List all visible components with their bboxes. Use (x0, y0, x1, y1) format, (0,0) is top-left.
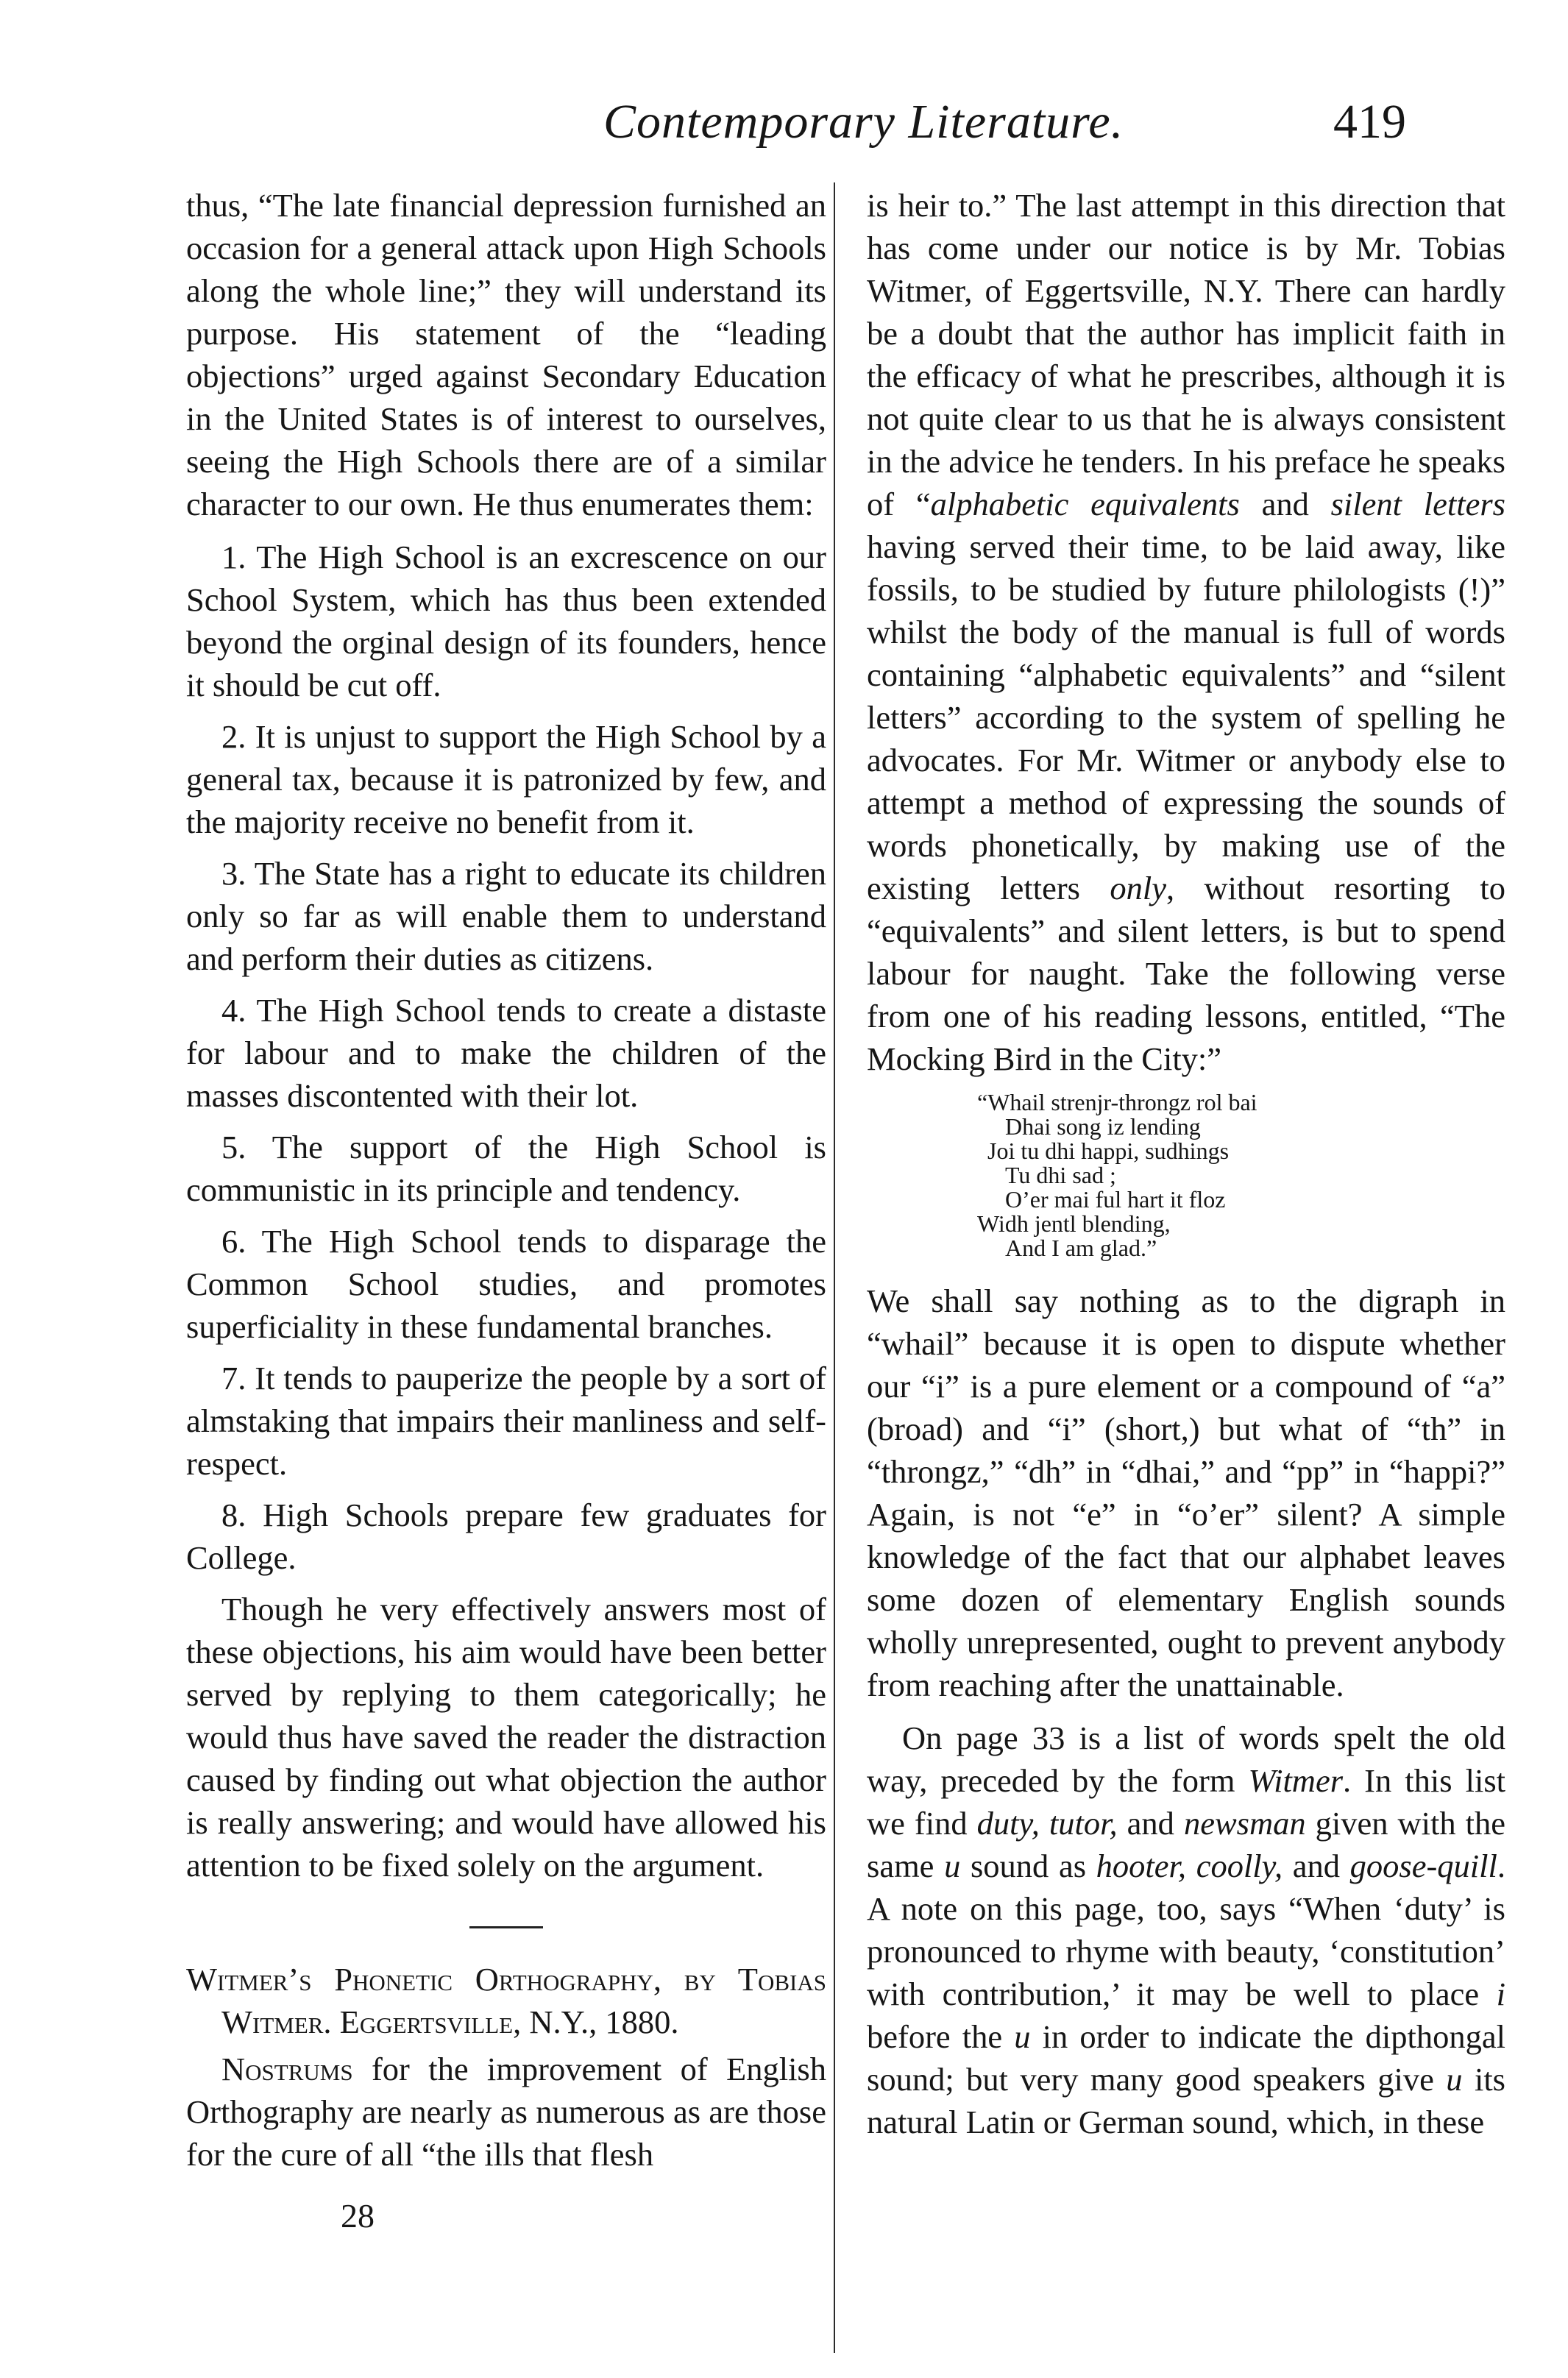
objection-item: 1. The High School is an excrescence on our School System, which has thus been extended beyond the orginal design of its founders, hence it should be cut off. (186, 539, 826, 703)
objection-item: 7. It tends to pauperize the people by a sort of almstaking that impairs their manliness and self-respect. (186, 1360, 826, 1482)
closing-paragraph: Though he very effectively answers most of these objections, his aim would have been better served by replying to them categorically; he would thus have saved the reader the distraction caused by finding out what objection the author is really answering; and would have allowed his attention to be fixed solely on the argument. (186, 1591, 826, 1884)
verse-line: Widh jentl blending, (977, 1210, 1171, 1237)
emphasis: i (1496, 1976, 1505, 2012)
emphasis: u (944, 1848, 961, 1884)
text-run: , without resorting to “equivalents” and silent letters, is but to spend labour for naught. Take the following verse from one of his reading lessons, entitled, “The Mocking Bird in the City:” (867, 870, 1505, 1077)
verse-line: Tu dhi sad ; (1005, 1162, 1116, 1188)
emphasis: hooter, coolly, (1096, 1848, 1283, 1884)
text-run: having served their time, to be laid away, like fossils, to be studied by future philologists (!)” whilst the body of the manual is full of words containing “alphabetic equivalents” and “silent letters” according to the system of spelling he advocates. For Mr. Witmer or anybody else to attempt a method of expressing the sounds of words phonetically, by making use of the existing letters (867, 528, 1505, 906)
objection-item: 6. The High School tends to disparage the Common School studies, and promotes superficiality in these fundamental branches. (186, 1223, 826, 1345)
emphasis: alphabetic equivalents (930, 486, 1240, 522)
emphasis: silent letters (1330, 486, 1505, 522)
verse-line: Dhai song iz lending (1005, 1113, 1201, 1140)
text-run: its natural Latin or German sound, which, in these (867, 2061, 1505, 2140)
page-header (0, 94, 1568, 160)
objection-item: 2. It is unjust to support the High School by a general tax, because it is patronized by few, and the majority receive no benefit from it. (186, 718, 826, 840)
column-rule (834, 182, 835, 2353)
emphasis: duty, tutor, (976, 1805, 1118, 1842)
emphasis: only (1110, 870, 1166, 906)
emphasis: u (1446, 2061, 1463, 2098)
page-number: 419 (1333, 95, 1406, 149)
left-column (186, 184, 826, 2186)
text-run: . A note on this page, too, says “When ‘duty’ is pronounced to rhyme with beauty, ‘constitution’ with contribution,’ it may be well to place (867, 1848, 1505, 2012)
emphasis: Witmer (1248, 1762, 1344, 1799)
text-run: sound as (960, 1848, 1096, 1884)
text-run: and (1239, 486, 1331, 522)
text-run: . In this list we find (867, 1762, 1506, 1842)
emphasis: goose-quill (1349, 1848, 1497, 1884)
quoted-verse (977, 1090, 1505, 1260)
objection-item: 3. The State has a right to educate its children only so far as will enable them to understand and perform their duties as citizens. (186, 855, 826, 977)
review-opening-paragraph (186, 2048, 826, 2176)
emphasis: newsman (1183, 1805, 1306, 1842)
text-run: On page 33 is a list of words spelt the old way, preceded by the form (867, 1719, 1505, 1799)
emphasis: u (1014, 2018, 1031, 2055)
signature-mark: 28 (341, 2197, 375, 2235)
text-run: in order to indicate the dipthongal sound; but very many good speakers give (867, 2018, 1505, 2098)
text-run: before the (867, 2018, 1015, 2055)
text-run: and (1283, 1848, 1350, 1884)
section-divider (469, 1926, 543, 1928)
right-column (867, 184, 1505, 2154)
verse-line: “Whail strenjr-throngz rol bai (977, 1089, 1257, 1115)
intro-paragraph: thus, “The late financial depression furnished an occasion for a general attack upon High Schools along the whole line;” they will understand its purpose. His statement of the “leading objections” urged against Secondary Education in the United States is of interest to ourselves, seeing the High Schools there are of a similar character to our own. He thus enumerates them: (186, 187, 826, 522)
running-title: Contemporary Literature. (603, 95, 1124, 149)
review-lead-word: Nostrums (221, 2051, 353, 2087)
objection-item: 4. The High School tends to create a distaste for labour and to make the children of the masses discontented with their lot. (186, 992, 826, 1114)
text-run: given with the same (867, 1805, 1505, 1884)
text-run: and (1117, 1805, 1184, 1842)
verse-line: O’er mai ful hart it floz (1005, 1186, 1226, 1213)
text-run: is heir to.” The last attempt in this direction that has come under our notice is by Mr. Tobias Witmer, of Eggertsville, N.Y. There can hardly be a doubt that the author has implicit faith in the efficacy of what he prescribes, although it is not quite clear to us that he is always consistent in the advice he tenders. In his preface he speaks of “ (867, 187, 1505, 522)
digraph-paragraph: We shall say nothing as to the digraph in “whail” because it is open to dispute whether our “i” is a pure element or a compound of “a” (broad) and “i” (short,) but what of “th” in “throngz,” “dh” in “dhai,” and “pp” in “happi?” Again, is not “e” in “o’er” silent? A simple knowledge of the fact that our alphabet leaves some dozen of elementary English sounds wholly unrepresented, ought to prevent anybody from reaching after the unattainable. (867, 1282, 1505, 1703)
objection-item: 5. The support of the High School is communistic in its principle and tendency. (186, 1129, 826, 1208)
review-heading: Witmer’s Phonetic Orthography, by Tobias Witmer. Eggertsville, N.Y., 1880. (186, 1961, 826, 2040)
verse-line: And I am glad.” (1005, 1235, 1157, 1261)
word-list-paragraph (867, 1717, 1505, 2143)
continuation-paragraph (867, 184, 1505, 1080)
verse-line: Joi tu dhi happi, sudhings (987, 1137, 1230, 1164)
review-opening-text: for the improvement of English Orthography are nearly as numerous as are those for the cure of all “the ills that flesh (186, 2051, 826, 2173)
objection-item: 8. High Schools prepare few graduates for College. (186, 1497, 826, 1576)
